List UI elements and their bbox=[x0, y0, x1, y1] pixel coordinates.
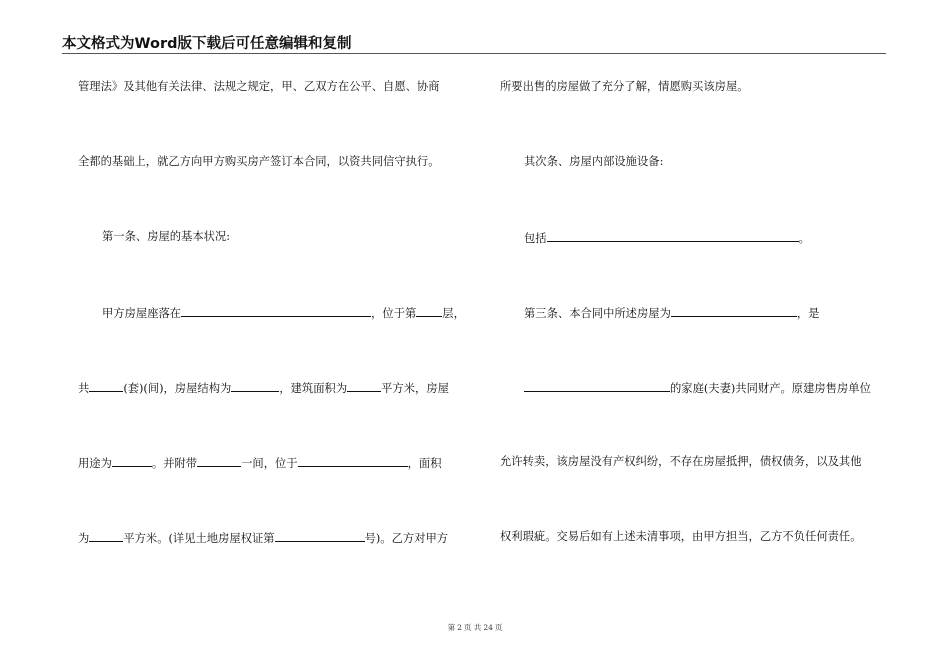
footer-page-number: 2 bbox=[457, 623, 462, 632]
left-line-2: 全都的基础上，就乙方向甲方购买房产签订本合同，以资共同信守执行。 bbox=[78, 155, 440, 168]
certificate-label: 平方米。(详见土地房屋权证第 bbox=[123, 532, 275, 545]
header-divider bbox=[62, 53, 886, 54]
certificate-number-blank[interactable] bbox=[275, 530, 365, 542]
article-three-suffix: ，是 bbox=[796, 307, 820, 320]
attached-blank[interactable] bbox=[197, 455, 241, 467]
right-line-4 bbox=[500, 305, 819, 319]
footer-mid: 页 共 bbox=[463, 623, 482, 632]
area-blank[interactable] bbox=[347, 380, 381, 392]
joint-property-text: 的家庭(夫妻)共同财产。原建房售房单位 bbox=[670, 382, 871, 395]
footer-suffix: 页 bbox=[494, 623, 503, 632]
right-line-3 bbox=[500, 230, 810, 244]
structure-blank[interactable] bbox=[231, 380, 279, 392]
left-line-4 bbox=[78, 305, 465, 319]
includes-suffix: 。 bbox=[798, 232, 810, 245]
floor-suffix: 层， bbox=[442, 307, 465, 320]
units-label: 共 bbox=[78, 382, 90, 395]
area-suffix: 平方米，房屋 bbox=[381, 382, 449, 395]
usage-blank[interactable] bbox=[112, 455, 152, 467]
left-line-3: 第一条、房屋的基本状况: bbox=[102, 230, 231, 243]
article-three-label: 第三条、本合同中所述房屋为 bbox=[524, 307, 671, 320]
sqm-prefix: 为 bbox=[78, 532, 90, 545]
right-line-1: 所要出售的房屋做了充分了解，情愿购买该房屋。 bbox=[500, 80, 749, 93]
location-blank[interactable] bbox=[181, 305, 371, 317]
attached-area-blank[interactable] bbox=[89, 530, 123, 542]
document-header-title: 本文格式为Word版下载后可任意编辑和复制 bbox=[62, 36, 352, 52]
footer-prefix: 第 bbox=[447, 623, 456, 632]
area-label: ，建筑面积为 bbox=[279, 382, 348, 395]
owner-blank[interactable] bbox=[671, 305, 797, 317]
location-label: 甲方房屋座落在 bbox=[102, 307, 182, 320]
family-blank[interactable] bbox=[524, 380, 670, 392]
footer-total-pages: 24 bbox=[483, 623, 493, 632]
left-line-5 bbox=[78, 380, 449, 394]
left-line-6 bbox=[78, 455, 442, 469]
includes-label: 包括 bbox=[524, 232, 547, 245]
page-footer bbox=[0, 623, 950, 633]
right-line-5 bbox=[500, 380, 871, 394]
left-line-7 bbox=[78, 530, 448, 544]
floor-label: ，位于第 bbox=[371, 307, 417, 320]
attached-area-label: ，面积 bbox=[407, 457, 442, 470]
structure-label: (套)(间)，房屋结构为 bbox=[123, 382, 232, 395]
attached-location-label: 一间，位于 bbox=[241, 457, 298, 470]
certificate-suffix: 号)。乙方对甲方 bbox=[364, 532, 449, 545]
attached-location-blank[interactable] bbox=[298, 455, 408, 467]
attached-label: 。并附带 bbox=[151, 457, 198, 470]
right-line-6: 允许转卖，该房屋没有产权纠纷，不存在房屋抵押，债权债务，以及其他 bbox=[500, 455, 862, 468]
facilities-blank[interactable] bbox=[547, 230, 799, 242]
right-line-7: 权利瑕疵。交易后如有上述未清事项，由甲方担当，乙方不负任何责任。 bbox=[500, 530, 862, 543]
units-blank[interactable] bbox=[89, 380, 123, 392]
left-line-1: 管理法》及其他有关法律、法规之规定，甲、乙双方在公平、自愿、协商 bbox=[78, 80, 440, 93]
usage-label: 用途为 bbox=[78, 457, 112, 470]
right-line-2: 其次条、房屋内部设施设备: bbox=[524, 155, 664, 168]
floor-blank[interactable] bbox=[416, 305, 442, 317]
